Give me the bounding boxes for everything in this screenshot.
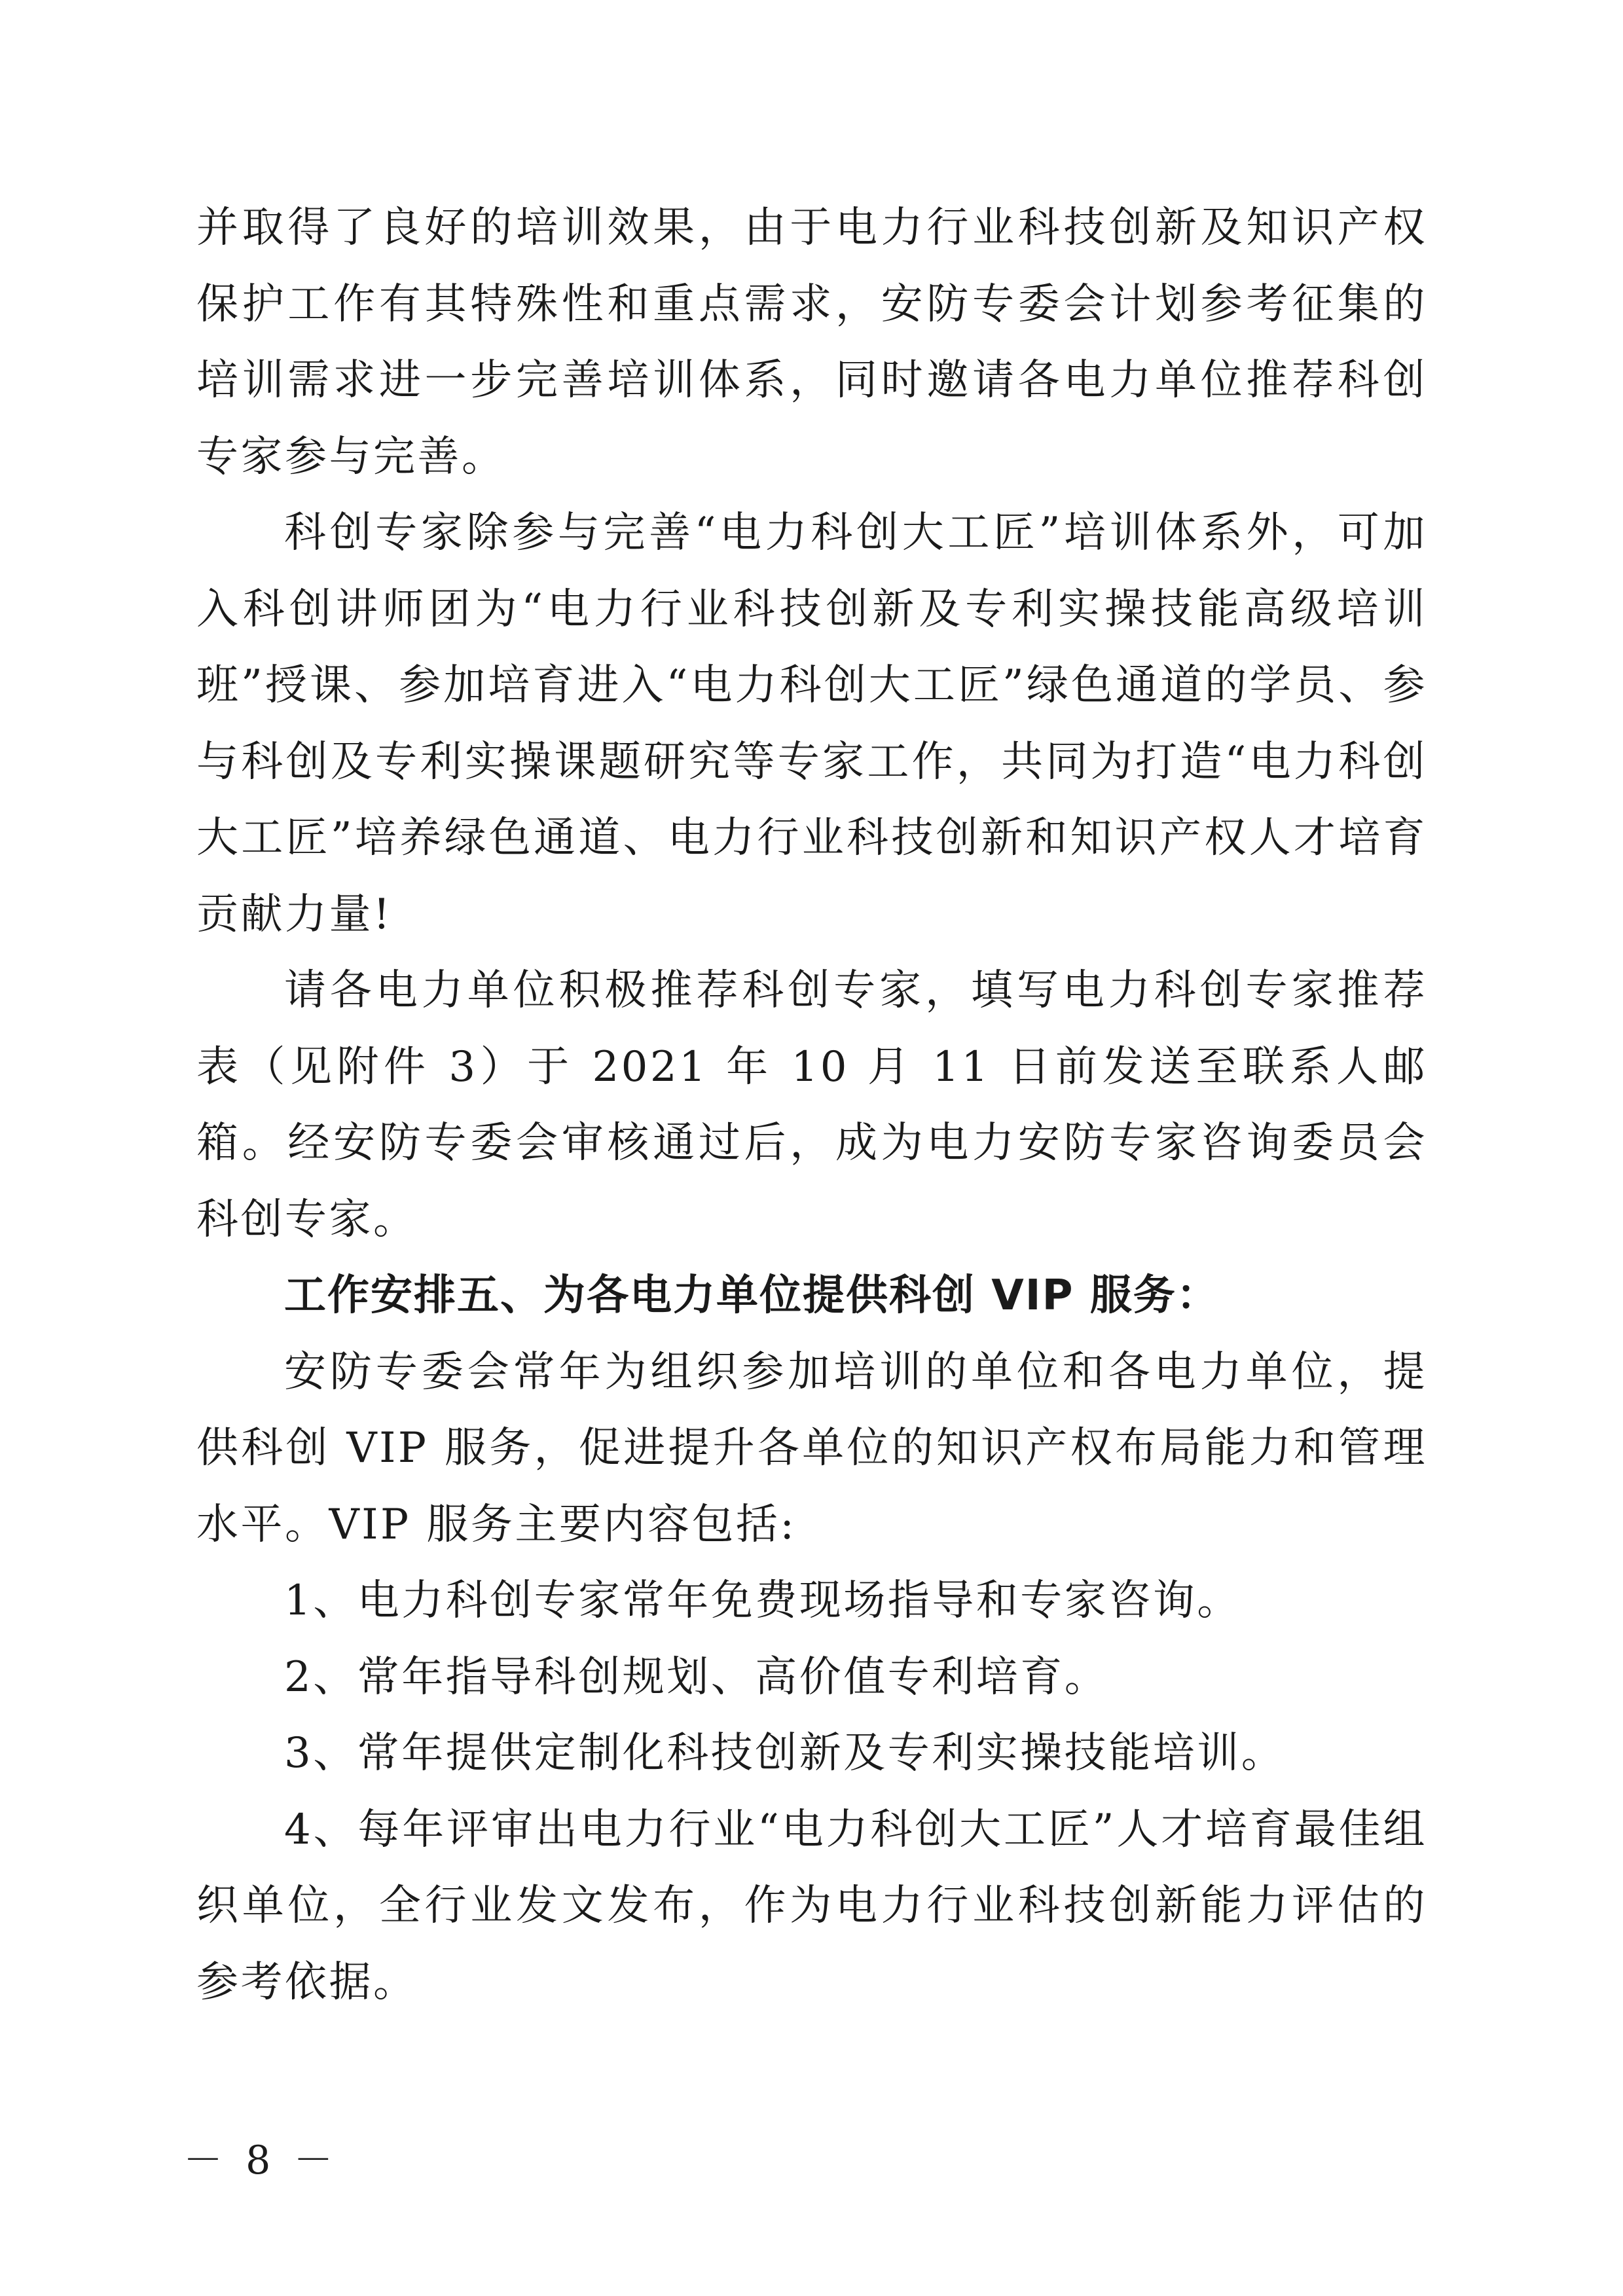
list-item-3: 3、常年提供定制化科技创新及专利实操技能培训。: [284, 1729, 1286, 1777]
paragraph-recommendation: 请各电力单位积极推荐科创专家，填写电力科创专家推荐表（见附件 3）于 2021 年 10 月 11 日前发送至联系人邮箱。经安防专委会审核通过后，成为电力安防专家咨询委员会科创专家。: [196, 966, 1427, 1244]
paragraph-continuation: 并取得了良好的培训效果，由于电力行业科技创新及知识产权保护工作有其特殊性和重点需求，安防专委会计划参考征集的培训需求进一步完善培训体系，同时邀请各电力单位推荐科创专家参与完善。: [196, 204, 1427, 481]
list-item-1: 1、电力科创专家常年免费现场指导和专家咨询。: [284, 1576, 1241, 1625]
section-heading-arrangement-five: 工作安排五、为各电力单位提供科创 VIP 服务：: [284, 1271, 1220, 1320]
paragraph-expert-role: 科创专家除参与完善“电力科创大工匠”培训体系外，可加入科创讲师团为“电力行业科技创新及专利实操技能高级培训班”授课、参加培育进入“电力科创大工匠”绿色通道的学员、参与科创及专利实操课题研究等专家工作，共同为打造“电力科创大工匠”培养绿色通道、电力行业科技创新和知识产权人才培育贡献力量!: [196, 509, 1427, 939]
paragraph-vip-service: 安防专委会常年为组织参加培训的单位和各电力单位，提供科创 VIP 服务，促进提升各单位的知识产权布局能力和管理水平。VIP 服务主要内容包括:: [196, 1347, 1427, 1549]
list-item-2: 2、常年指导科创规划、高价值专利培育。: [284, 1652, 1109, 1702]
list-item-4: 4、每年评审出电力行业“电力科创大工匠”人才培育最佳组织单位，全行业发文发布，作为电力行业科技创新能力评估的参考依据。: [196, 1805, 1427, 2007]
document-body: [196, 190, 1427, 2020]
page-number: － 8 －: [183, 2138, 338, 2183]
